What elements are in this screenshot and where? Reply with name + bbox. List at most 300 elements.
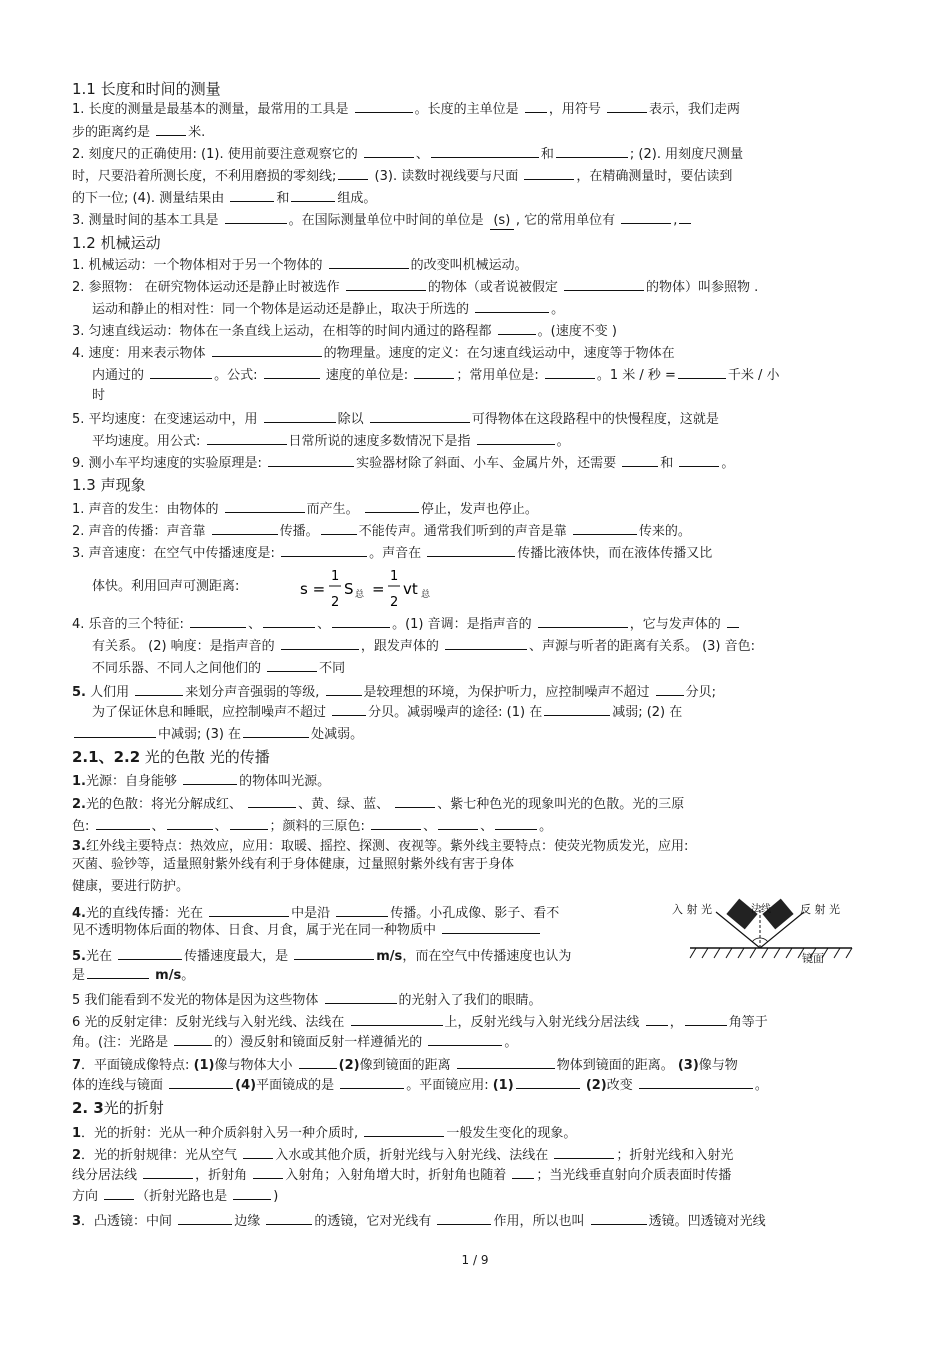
answer-blank[interactable] — [477, 432, 555, 445]
text-fragment: 的透镜，它对光线有 — [314, 1214, 436, 1229]
text-line — [72, 454, 734, 472]
bold-text: 2.1、2.2 — [72, 748, 141, 766]
answer-blank[interactable] — [573, 522, 637, 535]
text-fragment: 4. 速度：用来表示物体 — [72, 346, 210, 361]
text-fragment: 光源：自身能够 — [85, 774, 182, 789]
text-line — [92, 579, 239, 595]
text-fragment: 可得物体在这段路程中的快慢程度，这就是 — [471, 412, 719, 427]
text-line — [72, 1056, 738, 1074]
text-fragment: ; (2). 用刻度尺测量 — [629, 147, 744, 162]
reflection-diagram — [672, 898, 867, 968]
text-fragment: 5 我们能看到不发光的物体是因为这些物体 — [72, 993, 323, 1008]
bold-text: 1. — [72, 774, 86, 789]
text-fragment: 作用，所以也叫 — [493, 1214, 589, 1229]
answer-blank[interactable] — [169, 1076, 233, 1089]
text-fragment: 除以 — [337, 412, 368, 427]
text-fragment: 6 光的反射定律：反射光线与入射光线、法线在 — [72, 1015, 349, 1030]
section-heading — [72, 476, 146, 494]
answer-blank[interactable] — [370, 410, 470, 423]
text-fragment: 传播。 — [279, 524, 319, 539]
answer-blank[interactable] — [516, 1076, 580, 1089]
answer-blank[interactable] — [621, 211, 671, 224]
formula-lhs: s = — [300, 580, 326, 598]
text-fragment: ) — [273, 1189, 279, 1204]
bold-text: 4. — [72, 906, 86, 921]
answer-blank[interactable] — [267, 659, 317, 672]
answer-blank[interactable] — [212, 344, 322, 357]
text-fragment: 色: — [72, 819, 94, 834]
answer-blank[interactable] — [299, 1056, 337, 1069]
bold-text: m/s — [155, 968, 182, 983]
answer-blank[interactable] — [167, 817, 213, 830]
text-fragment: 的物体）叫参照物 . — [645, 280, 759, 295]
answer-blank[interactable] — [329, 256, 409, 269]
text-fragment: 光的折射 — [103, 1099, 164, 1117]
text-line — [72, 1013, 768, 1031]
answer-blank[interactable] — [281, 637, 359, 650]
text-fragment: 健康，要进行防护。 — [72, 879, 190, 894]
text-fragment: 平面镜成的是 — [256, 1078, 339, 1093]
answer-blank[interactable] — [207, 432, 287, 445]
bold-text: 7 — [72, 1058, 82, 1073]
incident-label: 入 射 光 — [672, 903, 712, 916]
text-line — [72, 1124, 576, 1142]
answer-blank[interactable]: (s) — [490, 213, 514, 230]
text-fragment: 红外线主要特点：热效应，应用：取暖、摇控、探测、夜视等。紫外线主要特点：使荧光物质发光，应用: — [85, 839, 689, 854]
formula-sub-b: 总 — [421, 590, 431, 600]
text-fragment: 1.3 声现象 — [72, 476, 146, 494]
answer-blank[interactable] — [294, 947, 374, 960]
text-fragment: 光的色散：将光分解成红、 — [85, 797, 247, 812]
bold-text: 2 — [72, 1148, 82, 1163]
text-fragment: , — [673, 213, 678, 228]
bold-text: 5. — [72, 949, 86, 964]
text-fragment: 1. 长度的测量是最基本的测量，最常用的工具是 — [72, 102, 353, 117]
answer-blank[interactable] — [233, 1187, 271, 1200]
text-line — [72, 167, 732, 185]
answer-blank[interactable] — [183, 772, 237, 785]
text-fragment: 、 — [423, 819, 437, 834]
answer-blank[interactable] — [174, 1033, 212, 1046]
answer-blank[interactable] — [321, 522, 357, 535]
text-fragment: 。 — [181, 968, 195, 983]
answer-blank[interactable] — [371, 817, 421, 830]
text-line — [72, 991, 542, 1009]
answer-blank[interactable] — [351, 1013, 443, 1026]
answer-blank[interactable] — [639, 1076, 753, 1089]
text-fragment: 、 — [248, 617, 262, 632]
text-fragment: 不同乐器、不同人之间他们的 — [92, 661, 266, 676]
text-fragment: 、 — [480, 819, 494, 834]
text-line — [72, 1187, 278, 1205]
text-fragment: 2. 声音的传播：声音靠 — [72, 524, 210, 539]
text-fragment: 分贝; — [685, 685, 717, 700]
text-fragment: 像与物 — [698, 1058, 738, 1073]
answer-blank[interactable] — [281, 544, 367, 557]
text-fragment: 速度的单位是: — [321, 368, 413, 383]
text-line — [72, 1033, 517, 1051]
formula-num-a: 1 — [331, 569, 340, 584]
text-fragment: 2. 刻度尺的正确使用: (1). 使用前要注意观察它的 — [72, 147, 362, 162]
answer-blank[interactable] — [457, 1056, 555, 1069]
text-fragment: 中减弱; (3) 在 — [158, 727, 242, 742]
text-fragment: 是 — [72, 968, 86, 983]
answer-blank[interactable] — [225, 211, 287, 224]
text-line — [92, 659, 345, 677]
answer-blank[interactable] — [190, 615, 246, 628]
text-fragment: 4. 乐音的三个特征: — [72, 617, 189, 632]
text-fragment: 和 — [660, 456, 678, 471]
text-fragment: 有关系。 (2) 响度：是指声音的 — [92, 639, 279, 654]
text-fragment: 传播比液体快，而在液体传播又比 — [517, 546, 713, 561]
answer-blank[interactable] — [143, 1166, 193, 1179]
text-fragment: 、 — [151, 819, 165, 834]
text-fragment: 千米 / 小 — [727, 368, 780, 383]
answer-blank[interactable] — [646, 1013, 668, 1026]
text-fragment: 光的色散 光的传播 — [140, 748, 270, 766]
text-fragment: 传播。小孔成像、影子、看不 — [390, 906, 560, 921]
answer-blank[interactable] — [498, 322, 536, 335]
answer-blank[interactable] — [524, 167, 574, 180]
text-fragment: 的物体叫光源。 — [239, 774, 331, 789]
answer-blank[interactable] — [656, 683, 684, 696]
answer-blank[interactable] — [230, 817, 268, 830]
answer-blank[interactable] — [564, 278, 644, 291]
answer-blank[interactable] — [512, 1166, 534, 1179]
answer-blank[interactable] — [87, 966, 149, 979]
text-fragment: 。平面镜应用: — [406, 1078, 493, 1093]
text-line — [72, 795, 684, 813]
answer-blank[interactable] — [332, 615, 390, 628]
answer-blank[interactable] — [291, 189, 335, 202]
text-fragment: 。(1) 音调：是指声音的 — [392, 617, 536, 632]
bold-text: (4) — [235, 1078, 257, 1093]
answer-blank[interactable] — [607, 100, 647, 113]
text-fragment: 中是沿 — [291, 906, 335, 921]
text-line — [72, 904, 559, 922]
answer-blank[interactable] — [395, 795, 435, 808]
bold-text: (2) — [585, 1078, 607, 1093]
formula-sub-a: 总 — [355, 590, 365, 600]
text-fragment: 1. 声音的发生：由物体的 — [72, 502, 223, 517]
text-fragment: 米. — [188, 125, 206, 140]
text-line — [92, 637, 755, 655]
answer-blank[interactable] — [685, 1013, 727, 1026]
text-line — [72, 1076, 768, 1094]
text-fragment: ；常用单位是: — [456, 368, 543, 383]
text-fragment: , 它的常用单位有 — [515, 213, 620, 228]
answer-blank[interactable] — [438, 817, 478, 830]
text-fragment: 日常所说的速度多数情况下是指 — [288, 434, 475, 449]
answer-blank[interactable] — [264, 410, 336, 423]
answer-blank[interactable] — [678, 366, 726, 379]
text-fragment: 。 — [539, 819, 553, 834]
text-fragment: ．光的折射：光从一种介质斜射入另一种介质时, — [81, 1126, 363, 1141]
text-fragment: 。公式: — [214, 368, 262, 383]
text-fragment: 处减弱。 — [311, 727, 364, 742]
answer-blank[interactable] — [445, 637, 527, 650]
answer-blank[interactable] — [364, 1124, 444, 1137]
text-line — [72, 256, 528, 274]
text-fragment: 5. 平均速度：在变速运动中，用 — [72, 412, 262, 427]
text-fragment: 的光射入了我们的眼睛。 — [398, 993, 542, 1008]
text-fragment: 方向 — [72, 1189, 103, 1204]
text-line — [72, 123, 205, 141]
answer-blank[interactable] — [263, 615, 315, 628]
text-line — [72, 100, 740, 118]
text-line — [72, 500, 538, 518]
answer-blank[interactable] — [325, 991, 397, 1004]
text-fragment: 体快。利用回声可测距离: — [92, 579, 240, 594]
section-heading — [72, 1099, 164, 1117]
bold-text: (3) — [677, 1058, 699, 1073]
answer-blank[interactable] — [209, 904, 289, 917]
text-line — [92, 432, 570, 450]
text-fragment: 减弱; (2) 在 — [612, 705, 683, 720]
text-fragment: ；折射光线和入射光 — [616, 1148, 734, 1163]
formula-eq: = — [372, 580, 385, 598]
text-fragment: 。 — [556, 434, 570, 449]
formula-den-a: 2 — [331, 595, 340, 610]
formula-s: S — [344, 580, 354, 598]
text-fragment: 光在 — [85, 949, 117, 964]
text-line — [92, 366, 780, 384]
section-heading — [72, 234, 161, 252]
text-line — [92, 388, 105, 404]
text-line — [72, 857, 514, 873]
text-fragment: 传播速度最大，是 — [184, 949, 293, 964]
text-fragment: 的改变叫机械运动。 — [410, 258, 528, 273]
text-line — [92, 703, 682, 721]
answer-blank[interactable] — [475, 300, 549, 313]
answer-blank[interactable] — [135, 683, 183, 696]
text-fragment: 。在国际测量单位中时间的单位是 — [288, 213, 488, 228]
text-fragment: 。长度的主单位是 — [414, 102, 523, 117]
formula-num-b: 1 — [390, 569, 399, 584]
text-fragment: 一般发生变化的现象。 — [446, 1126, 577, 1141]
text-fragment: 体的连线与镜面 — [72, 1078, 168, 1093]
text-fragment: ，而在空气中传播速度也认为 — [402, 949, 572, 964]
text-fragment: 传来的。 — [638, 524, 691, 539]
text-fragment: ，在精确测量时，要估读到 — [576, 169, 733, 184]
text-fragment: （折射光路也是 — [136, 1189, 232, 1204]
text-fragment: 的下一位; (4). 测量结果由 — [72, 191, 229, 206]
bold-text: (1) — [193, 1058, 215, 1073]
answer-blank[interactable] — [212, 522, 278, 535]
text-fragment: 是较理想的环境，为保护听力，应控制噪声不超过 — [363, 685, 654, 700]
text-fragment: 9. 测小车平均速度的实验原理是: — [72, 456, 267, 471]
text-fragment: 人们用 — [85, 685, 134, 700]
bold-text: 2. 3 — [72, 1099, 104, 1117]
answer-blank[interactable] — [679, 211, 691, 224]
text-fragment: 上，反射光线与入射光线分居法线 — [444, 1015, 644, 1030]
text-fragment: 来划分声音强弱的等级, — [185, 685, 324, 700]
bold-text: 3 — [72, 1214, 82, 1229]
text-fragment: 入水或其他介质，折射光线与入射光线、法线在 — [275, 1148, 553, 1163]
text-fragment: 表示，我们走两 — [648, 102, 740, 117]
answer-blank[interactable] — [74, 725, 156, 738]
answer-blank[interactable] — [253, 1166, 283, 1179]
answer-blank[interactable] — [346, 278, 426, 291]
answer-blank[interactable] — [495, 817, 537, 830]
answer-blank[interactable] — [437, 1212, 491, 1225]
answer-blank[interactable] — [340, 1076, 404, 1089]
text-fragment: ．凸透镜：中间 — [81, 1214, 177, 1229]
text-fragment: 光的直线传播：光在 — [85, 906, 208, 921]
answer-blank[interactable] — [525, 100, 547, 113]
text-line — [72, 879, 189, 895]
answer-blank[interactable] — [554, 1146, 614, 1159]
text-fragment: 角等于 — [728, 1015, 768, 1030]
text-fragment: 步的距离约是 — [72, 125, 155, 140]
bold-text: 1 — [72, 1126, 82, 1141]
text-fragment: 停止，发声也停止。 — [420, 502, 538, 517]
text-line — [92, 300, 564, 318]
answer-blank[interactable] — [544, 703, 610, 716]
text-fragment: 实验器材除了斜面、小车、金属片外，还需要 — [356, 456, 621, 471]
answer-blank[interactable] — [96, 817, 150, 830]
answer-blank[interactable] — [622, 454, 658, 467]
answer-blank[interactable] — [178, 1212, 232, 1225]
answer-blank[interactable] — [442, 921, 540, 934]
text-fragment: ；当光线垂直射向介质表面时传播 — [536, 1168, 732, 1183]
text-line — [72, 410, 719, 428]
text-fragment: 、声源与听者的距离有关系。 (3) 音色: — [528, 639, 756, 654]
text-fragment: ；颜料的三原色: — [269, 819, 370, 834]
text-fragment: 和 — [276, 191, 290, 206]
text-fragment: 组成。 — [337, 191, 377, 206]
normal-label: 法线 — [751, 904, 771, 915]
answer-blank[interactable] — [365, 500, 419, 513]
answer-blank[interactable] — [156, 123, 186, 136]
bold-text: 5. — [72, 685, 86, 700]
answer-blank[interactable] — [264, 366, 320, 379]
answer-blank[interactable] — [556, 145, 628, 158]
text-line — [72, 1146, 733, 1164]
text-fragment: 平均速度。用公式: — [92, 434, 205, 449]
answer-blank[interactable] — [332, 703, 366, 716]
answer-blank[interactable] — [326, 683, 362, 696]
text-fragment: 3. 测量时间的基本工具是 — [72, 213, 223, 228]
text-line — [72, 278, 758, 296]
text-line — [72, 1212, 766, 1230]
text-line — [72, 615, 741, 633]
bold-text: 2. — [72, 797, 86, 812]
text-fragment: 。声音在 — [369, 546, 426, 561]
section-heading — [72, 80, 221, 98]
text-line — [72, 522, 691, 540]
text-fragment: 的物理量。速度的定义：在匀速直线运动中，速度等于物体在 — [323, 346, 675, 361]
text-line — [72, 1166, 731, 1184]
text-fragment: 像到镜面的距离 — [359, 1058, 455, 1073]
text-line — [72, 725, 363, 743]
text-fragment: 、 — [415, 147, 429, 162]
text-fragment: 时 — [92, 388, 106, 403]
text-fragment: 1.1 长度和时间的测量 — [72, 80, 221, 98]
text-fragment: 。 — [721, 456, 735, 471]
mirror-hatching — [690, 948, 852, 958]
text-fragment: ，跟发声体的 — [360, 639, 443, 654]
text-fragment: ．平面镜成像特点: — [81, 1058, 194, 1073]
answer-blank[interactable] — [545, 366, 595, 379]
text-fragment: 。1 米 / 秒 = — [596, 368, 676, 383]
text-fragment: 运动和静止的相对性：同一个物体是运动还是静止，取决于所选的 — [92, 302, 474, 317]
text-fragment: 透镜。凹透镜对光线 — [648, 1214, 766, 1229]
answer-blank[interactable] — [538, 615, 628, 628]
text-fragment: ，折射角 — [195, 1168, 252, 1183]
text-fragment: 灭菌、验钞等，适量照射紫外线有利于身体健康，过量照射紫外线有害于身体 — [72, 857, 515, 872]
answer-blank[interactable] — [414, 366, 454, 379]
text-fragment: (3). 读数时视线要与尺面 — [370, 169, 523, 184]
text-fragment: 、 — [317, 617, 331, 632]
text-fragment: 角。(注：光路是 — [72, 1035, 173, 1050]
answer-blank[interactable] — [150, 366, 212, 379]
bold-text: m/s — [376, 949, 403, 964]
text-fragment: 。 — [504, 1035, 518, 1050]
text-fragment: 分贝。减弱噪声的途径: (1) 在 — [368, 705, 543, 720]
text-fragment: 、黄、绿、蓝、 — [298, 797, 394, 812]
answer-blank[interactable] — [268, 454, 354, 467]
text-line — [72, 839, 688, 855]
text-fragment: 时，尺要沿着所测长度，不利用磨损的零刻线; — [72, 169, 337, 184]
answer-blank[interactable] — [338, 167, 368, 180]
answer-blank[interactable] — [591, 1212, 647, 1225]
text-fragment: 1. 机械运动：一个物体相对于另一个物体的 — [72, 258, 327, 273]
text-fragment: 内通过的 — [92, 368, 149, 383]
text-fragment: 3. 匀速直线运动：物体在一条直线上运动，在相等的时间内通过的路程都 — [72, 324, 496, 339]
answer-blank[interactable] — [431, 145, 539, 158]
text-fragment: 不同 — [319, 661, 346, 676]
text-line — [72, 211, 693, 230]
answer-blank[interactable] — [428, 1033, 502, 1046]
text-fragment: ， — [669, 1015, 683, 1030]
text-fragment: 为了保证休息和睡眠，应控制噪声不超过 — [92, 705, 331, 720]
answer-blank[interactable] — [230, 189, 274, 202]
answer-blank[interactable] — [266, 1212, 312, 1225]
text-fragment: ，用符号 — [548, 102, 605, 117]
answer-blank[interactable] — [118, 947, 182, 960]
answer-blank[interactable] — [104, 1187, 134, 1200]
text-line — [72, 344, 675, 362]
text-fragment: 。 — [551, 302, 565, 317]
text-fragment: 而产生。 — [306, 502, 363, 517]
text-fragment: 不能传声。通常我们听到的声音是靠 — [358, 524, 571, 539]
answer-blank[interactable] — [336, 904, 388, 917]
text-line — [72, 145, 743, 163]
text-line — [72, 322, 617, 340]
echo-distance-formula — [300, 566, 440, 612]
text-fragment: ．光的折射规律：光从空气 — [81, 1148, 242, 1163]
text-fragment: 3. 声音速度：在空气中传播速度是: — [72, 546, 280, 561]
text-fragment: 入射角；入射角增大时，折射角也随着 — [285, 1168, 511, 1183]
answer-blank[interactable] — [355, 100, 413, 113]
answer-blank[interactable] — [225, 500, 305, 513]
section-heading — [72, 748, 270, 766]
text-line — [72, 947, 571, 965]
bold-text: (2) — [338, 1058, 360, 1073]
answer-blank[interactable] — [243, 1146, 273, 1159]
answer-blank[interactable] — [727, 615, 739, 628]
text-fragment: 、紫七种色光的现象叫光的色散。光的三原 — [437, 797, 685, 812]
answer-blank[interactable] — [364, 145, 414, 158]
answer-blank[interactable] — [427, 544, 515, 557]
answer-blank[interactable] — [248, 795, 296, 808]
answer-blank[interactable] — [243, 725, 309, 738]
text-fragment: 边缘 — [234, 1214, 265, 1229]
text-line — [72, 772, 330, 790]
bold-text: (1) — [492, 1078, 514, 1093]
answer-blank[interactable] — [679, 454, 719, 467]
